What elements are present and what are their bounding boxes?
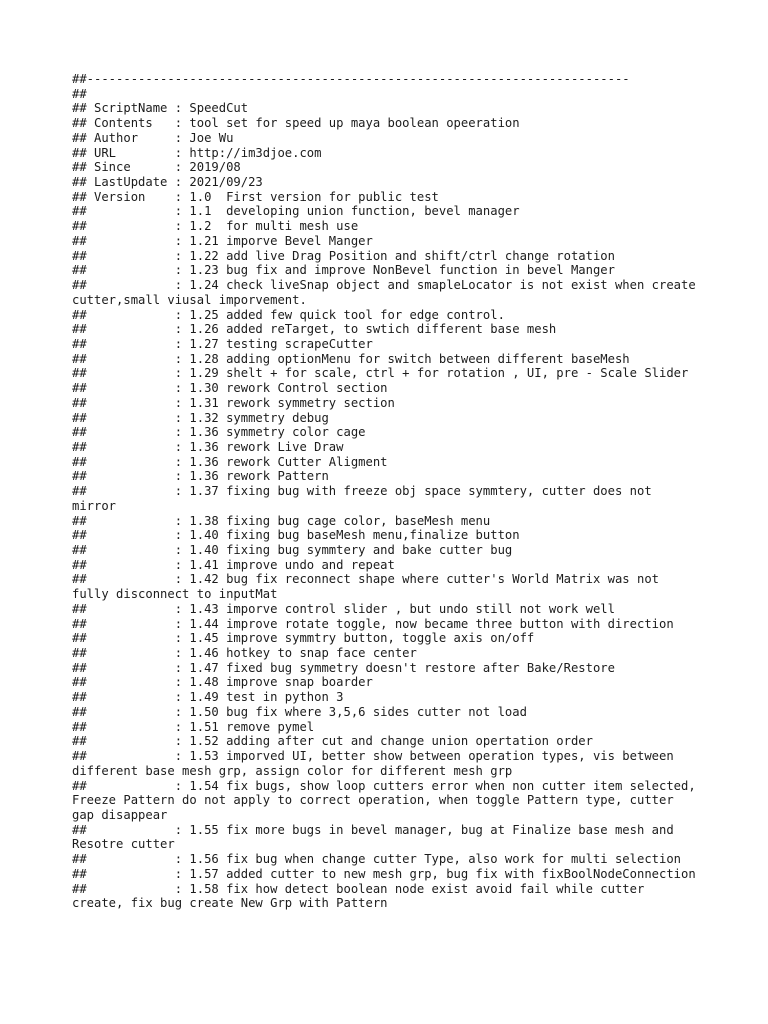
code-line: ## : 1.40 fixing bug baseMesh menu,finalize button — [72, 528, 520, 543]
code-line: ## Since : 2019/08 — [72, 160, 241, 175]
code-line: ## : 1.57 added cutter to new mesh grp, bug fix with fixBoolNodeConnection — [72, 866, 696, 881]
code-line: ## : 1.36 rework Cutter Aligment — [72, 454, 388, 469]
code-line: ## LastUpdate : 2021/09/23 — [72, 175, 263, 190]
code-line: ## : 1.49 test in python 3 — [72, 690, 344, 705]
code-line: ## : 1.41 improve undo and repeat — [72, 557, 395, 572]
code-line: ## : 1.43 imporve control slider , but undo still not work well — [72, 601, 615, 616]
code-line: ## : 1.25 added few quick tool for edge control. — [72, 307, 505, 322]
code-line: ## : 1.55 fix more bugs in bevel manager, bug at Finalize base mesh and Resotre cutter — [72, 822, 682, 852]
code-line: ## : 1.44 improve rotate toggle, now became three button with direction — [72, 616, 674, 631]
code-line: ## : 1.29 shelt + for scale, ctrl + for rotation , UI, pre - Scale Slider — [72, 366, 689, 381]
code-line: ## : 1.27 testing scrapeCutter — [72, 336, 373, 351]
code-line: ## Contents : tool set for speed up maya boolean opeeration — [72, 116, 520, 131]
code-line: ## : 1.52 adding after cut and change union opertation order — [72, 734, 593, 749]
code-line: ## : 1.36 rework Live Draw — [72, 439, 344, 454]
code-line: ## : 1.47 fixed bug symmetry doesn't restore after Bake/Restore — [72, 660, 615, 675]
code-line: ## : 1.40 fixing bug symmtery and bake cutter bug — [72, 543, 513, 557]
code-line: ## : 1.56 fix bug when change cutter Type, also work for multi selection — [72, 852, 682, 867]
code-line: ## : 1.38 fixing bug cage color, baseMesh menu — [72, 513, 491, 528]
code-line: ## : 1.50 bug fix where 3,5,6 sides cutter not load — [72, 704, 527, 719]
code-line: ## : 1.2 for multi mesh use — [72, 219, 359, 234]
code-line: ## — [72, 86, 87, 101]
code-line: ## : 1.36 symmetry color cage — [72, 425, 366, 440]
code-line: ## : 1.58 fix how detect boolean node exist avoid fail while cutter create, fix bug create New Grp with Pattern — [72, 881, 652, 911]
code-line: ## : 1.54 fix bugs, show loop cutters error when non cutter item selected, Freeze Pattern do not apply to correct operation, when toggle Pattern type, cutter gap disappear — [72, 778, 704, 822]
code-line: ## : 1.48 improve snap boarder — [72, 675, 373, 690]
code-line: ## : 1.36 rework Pattern — [72, 469, 329, 484]
script-header-comment — [72, 72, 704, 911]
code-line: ## : 1.21 imporve Bevel Manger — [72, 233, 373, 248]
code-line: ## : 1.28 adding optionMenu for switch between different baseMesh — [72, 351, 630, 366]
code-line: ## : 1.1 developing union function, bevel manager — [72, 204, 520, 219]
code-line: ## : 1.53 imporved UI, better show between operation types, vis between different base mesh grp, assign color for different mesh grp — [72, 749, 682, 778]
code-line: ## URL : http://im3djoe.com — [72, 145, 322, 160]
code-line: ## ScriptName : SpeedCut — [72, 101, 249, 116]
code-line: ## Version : 1.0 First version for public test — [72, 189, 439, 204]
code-line: ## : 1.23 bug fix and improve NonBevel function in bevel Manger — [72, 263, 615, 278]
code-line: ## : 1.51 remove pymel — [72, 719, 315, 734]
code-line: ## : 1.45 improve symmtry button, toggle axis on/off — [72, 631, 535, 646]
code-line: ##-------------------------------------------------------------------------- — [72, 72, 630, 86]
code-line: ## : 1.22 add live Drag Position and shift/ctrl change rotation — [72, 248, 615, 263]
code-line: ## : 1.37 fixing bug with freeze obj space symmtery, cutter does not mirror — [72, 484, 660, 513]
code-line: ## : 1.42 bug fix reconnect shape where cutter's World Matrix was not fully disconnect to inputMat — [72, 572, 667, 602]
code-line: ## : 1.26 added reTarget, to swtich different base mesh — [72, 322, 557, 337]
code-line: ## : 1.31 rework symmetry section — [72, 395, 395, 410]
code-line: ## : 1.24 check liveSnap object and smapleLocator is not exist when create cutter,small viusal imporvement. — [72, 278, 704, 307]
code-line: ## : 1.46 hotkey to snap face center — [72, 646, 417, 661]
code-line: ## : 1.32 symmetry debug — [72, 410, 329, 425]
code-line: ## : 1.30 rework Control section — [72, 381, 388, 396]
code-line: ## Author : Joe Wu — [72, 130, 234, 145]
